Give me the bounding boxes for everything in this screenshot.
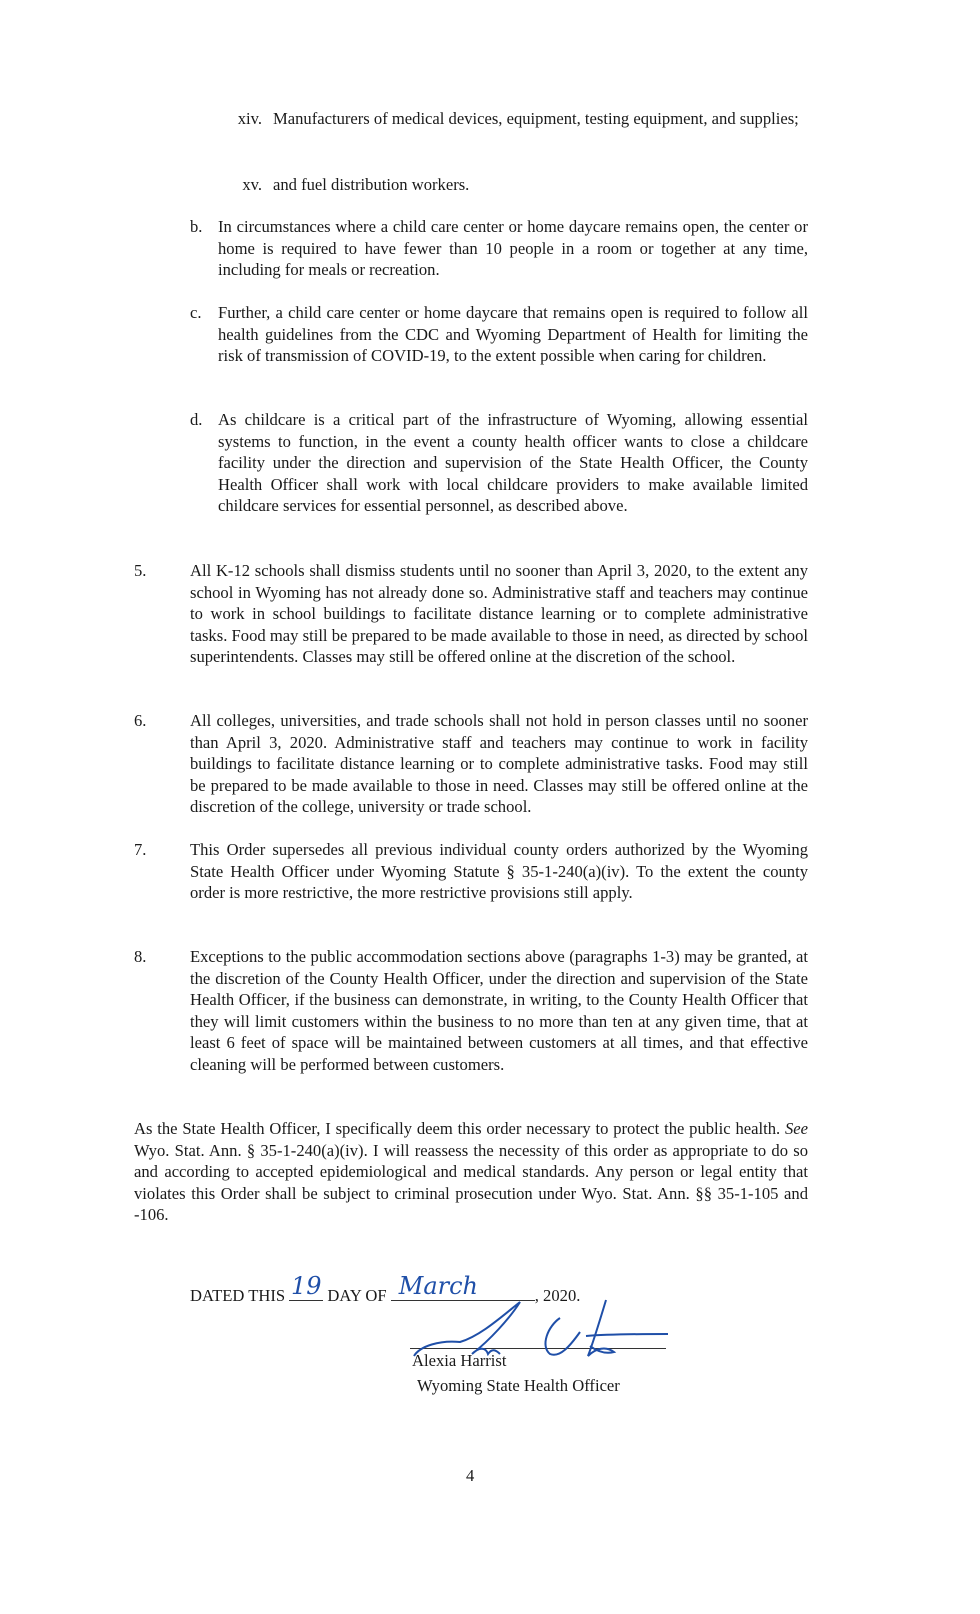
signer-title: Wyoming State Health Officer: [417, 1376, 620, 1395]
dated-line: DATED THIS 19 DAY OF March , 2020.: [190, 1272, 581, 1305]
item-text-b: In circumstances where a child care center or home daycare remains open, the center or home is required to have fewer than 10 people in a room or together at any time, including for meals or recreation.: [218, 217, 808, 280]
day-blank: [289, 1272, 323, 1301]
item-label-d: d.: [190, 410, 203, 429]
paragraph-label-5: 5.: [134, 561, 147, 580]
paragraph-text-5: All K-12 schools shall dismiss students until no sooner than April 3, 2020, to the extent any school in Wyoming has not already done so. Administrative staff and teachers may continue to work in school buildings to facilitate distance learning or to complete administrative tasks. Food may still be prepared to be made available to those in need, as directed by school superintendents. Classes may still be offered online at the discretion of the school.: [190, 561, 808, 667]
item-text-d: As childcare is a critical part of the infrastructure of Wyoming, allowing essential systems to function, in the event a county health officer wants to close a childcare facility under the direction and supervision of the State Health Officer, the County Health Officer shall work with local childcare providers to make available limited childcare services for essential personnel, as described above.: [218, 410, 808, 516]
closing-paragraph: As the State Health Officer, I specifically deem this order necessary to protect the public health. See Wyo. Stat. Ann. § 35-1-240(a)(iv). I will reassess the necessity of this order as appropriate to do so and according to accepted epidemiological and medical standards. Any person or legal entity that violates this Order shall be subject to criminal prosecution under Wyo. Stat. Ann. §§ 35-1-105 and -106.: [134, 1119, 808, 1225]
handwritten-day: 19: [290, 1272, 322, 1300]
paragraph-text-6: All colleges, universities, and trade schools shall not hold in person classes until no sooner than April 3, 2020. Administrative staff and teachers may continue to work in facility buildings to facilitate distance learning or to complete administrative tasks. Food may still be prepared to be made available to those in need. Classes may still be offered online at the discretion of the college, university or trade school.: [190, 711, 808, 817]
item-text-xiv: Manufacturers of medical devices, equipment, testing equipment, and supplies;: [273, 109, 799, 128]
paragraph-text-8: Exceptions to the public accommodation sections above (paragraphs 1-3) may be granted, at the discretion of the County Health Officer, under the direction and supervision of the State Health Officer, if the business can demonstrate, in writing, to the County Health Officer that they will limit customers within the business to no more than ten at any given time, that at least 6 feet of space will be maintained between customers at all times, and that effective cleaning will be performed between customers.: [190, 947, 808, 1074]
paragraph-label-8: 8.: [134, 947, 147, 966]
handwritten-month: March: [398, 1272, 479, 1300]
page-number: 4: [466, 1466, 475, 1485]
paragraph-text-7: This Order supersedes all previous individual county orders authorized by the Wyoming State Health Officer under Wyoming Statute § 35-1-240(a)(iv). To the extent the county order is more restrictive, the more restrictive provisions still apply.: [190, 840, 808, 903]
item-label-b: b.: [190, 217, 203, 236]
item-label-c: c.: [190, 303, 202, 322]
paragraph-label-6: 6.: [134, 711, 147, 730]
item-text-xv: and fuel distribution workers.: [273, 175, 470, 194]
paragraph-label-7: 7.: [134, 840, 147, 859]
item-label-xiv: xiv.: [237, 109, 262, 128]
signer-name: Alexia Harrist: [412, 1351, 507, 1370]
item-text-c: Further, a child care center or home daycare that remains open is required to follow all health guidelines from the CDC and Wyoming Department of Health for limiting the risk of transmission of COVID-19, to the extent possible when caring for children.: [218, 303, 808, 366]
item-label-xv: xv.: [242, 175, 262, 194]
